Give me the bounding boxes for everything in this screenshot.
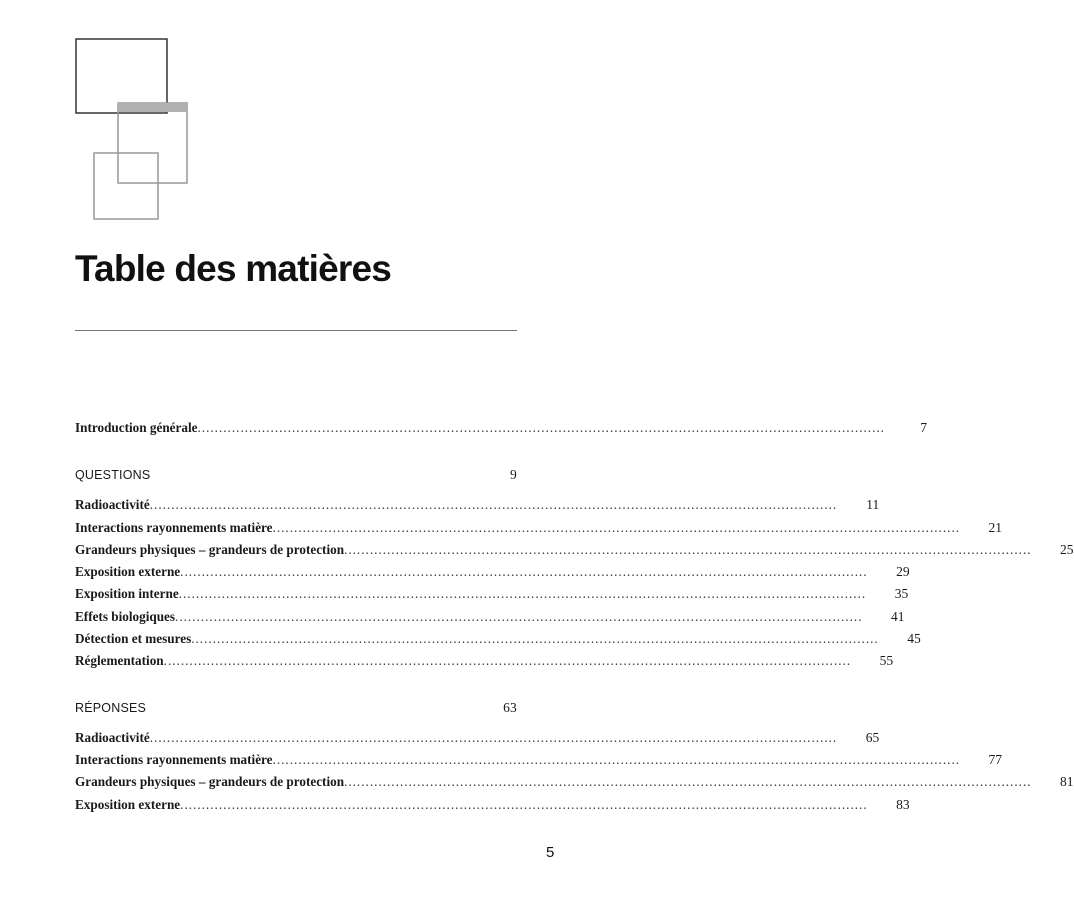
toc-entry-label: Exposition interne [75,586,179,602]
toc-section-page: 9 [510,467,517,483]
dot-leader: ................................................................................................................................................................ [272,751,961,767]
toc-entry-page: 65 [865,729,880,745]
square-bottom-grey [94,153,158,219]
square-top-dark [76,39,167,113]
toc-entry-label: Radioactivité [75,497,150,513]
toc-entry-questions-effets[interactable] [75,608,905,631]
toc-entry-label: Interactions rayonnements matière [75,751,273,767]
page-title: Table des matières [75,248,392,289]
toc-section-questions[interactable] [75,467,517,491]
toc-entry-label: Exposition externe [75,796,181,812]
dot-leader: ................................................................................................................................................................ [272,519,961,535]
square-grey-band [118,103,187,112]
toc-entry-label: Radioactivité [75,729,150,745]
toc-section-reponses[interactable] [75,700,517,724]
table-of-contents [75,420,1074,819]
toc-entry-page: 41 [891,608,905,624]
toc-section-heading: RÉPONSES [75,700,147,715]
toc-entry-page: 35 [894,586,909,602]
title-divider [75,330,517,331]
dot-leader: ................................................................................................................................................................ [180,564,868,580]
dot-leader: ................................................................................................................................................................ [180,796,868,812]
toc-entry-reponses-interactions[interactable] [75,751,1003,774]
toc-entry-label: Effets biologiques [75,608,176,624]
toc-entry-page: 45 [907,631,921,647]
toc-entry-page: 81 [1060,774,1074,790]
toc-entry-label: Détection et mesures [75,631,192,647]
toc-entry-label: Réglementation [75,653,164,669]
toc-entry-page: 83 [896,796,910,812]
dot-leader: ................................................................................................................................................................ [149,729,838,745]
toc-section-page: 63 [503,699,517,715]
dot-leader: ................................................................................................................................................................ [197,420,885,435]
toc-entry-page: 55 [879,653,894,669]
page-number: 5 [546,844,555,861]
dot-leader: ................................................................................................................................................................ [163,653,852,669]
dot-leader: ................................................................................................................................................................ [344,774,1032,790]
toc-entry-introduction[interactable] [75,420,927,442]
toc-entry-questions-exposition-externe[interactable] [75,564,910,586]
toc-entry-page: 11 [866,497,880,513]
decorative-squares [0,0,600,240]
dot-leader: ................................................................................................................................................................ [149,497,838,513]
toc-entry-questions-exposition-interne[interactable] [75,586,909,608]
toc-entry-questions-detection[interactable] [75,631,921,653]
toc-entry-reponses-grandeurs[interactable] [75,774,1074,796]
toc-entry-label: Introduction générale [75,420,198,435]
toc-section-heading: QUESTIONS [75,468,151,483]
toc-entry-label: Exposition externe [75,564,181,580]
dot-leader: ................................................................................................................................................................ [175,608,863,624]
toc-entry-page: 25 [1060,541,1074,557]
square-middle-grey [118,103,187,183]
toc-entry-questions-reglementation[interactable] [75,653,894,675]
toc-entry-reponses-radioactivite[interactable] [75,729,880,752]
dot-leader: ................................................................................................................................................................ [344,541,1032,557]
dot-leader: ................................................................................................................................................................ [191,631,879,647]
toc-entry-page: 29 [896,564,910,580]
toc-entry-reponses-exposition-externe[interactable] [75,796,910,819]
dot-leader: ................................................................................................................................................................ [178,586,867,602]
toc-entry-label: Grandeurs physiques – grandeurs de protection [75,541,345,557]
toc-entry-label: Grandeurs physiques – grandeurs de protection [75,774,345,790]
toc-entry-page: 7 [920,420,927,435]
toc-entry-page: 77 [988,751,1003,767]
toc-entry-questions-grandeurs[interactable] [75,541,1074,564]
toc-entry-page: 21 [988,519,1003,535]
toc-entry-questions-radioactivite[interactable] [75,497,880,519]
toc-entry-label: Interactions rayonnements matière [75,519,273,535]
toc-entry-questions-interactions[interactable] [75,519,1003,542]
